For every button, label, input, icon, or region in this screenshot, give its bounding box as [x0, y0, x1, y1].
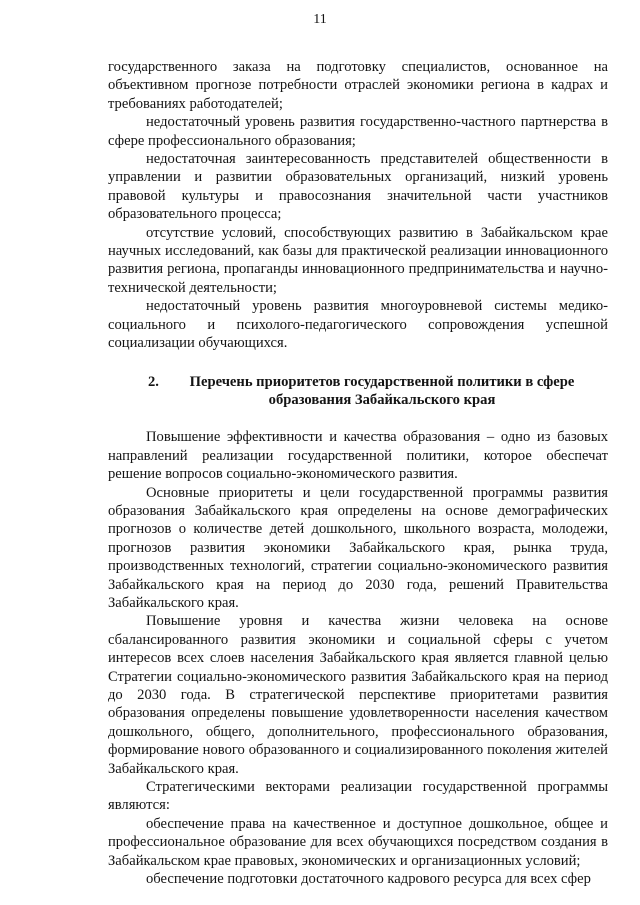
paragraph: недостаточная заинтересованность представителей общественности в управлении и развитии образовательных организаций, низкий уровень правовой культуры и правосознания значительной части участников образовательного процесса; — [108, 151, 608, 223]
section-number: 2. — [148, 373, 159, 390]
paragraph: недостаточный уровень развития многоуровневой системы медико-социального и психолого-педагогического сопровождения успешной социализации обучающихся. — [108, 298, 608, 352]
paragraph: Повышение уровня и качества жизни человека на основе сбалансированного развития экономики и социальной сферы с учетом интересов всех слоев населения Забайкальского края является главной целью Стратегии социально-экономического развития Забайкальского края на период до 2030 года. В стратегической перспективе приоритетами развития образования определены повышение удовлетворенности населения качеством дошкольного, общего, дополнительного, профессионального образования, формирование нового образованного и социализированного поколения жителей Забайкальского края. — [108, 613, 608, 777]
section-heading — [108, 373, 608, 410]
paragraphs-before-section — [108, 58, 608, 353]
document-body — [108, 58, 608, 888]
paragraph: государственного заказа на подготовку специалистов, основанное на объективном прогнозе потребности отраслей экономики региона в кадрах и требованиях работодателей; — [108, 59, 608, 112]
section-title: Перечень приоритетов государственной политики в сфере образования Забайкальского края — [189, 373, 575, 408]
paragraph: недостаточный уровень развития государственно-частного партнерства в сфере профессионального образования; — [108, 114, 608, 149]
paragraph: Стратегическими векторами реализации государственной программы являются: — [108, 779, 608, 814]
paragraph: отсутствие условий, способствующих развитию в Забайкальском крае научных исследований, как базы для практической реализации инновационного развития региона, пропаганды инновационного предпринимательства и научно-технической деятельности; — [108, 224, 608, 296]
page-number: 11 — [313, 12, 327, 27]
paragraph: обеспечение права на качественное и доступное дошкольное, общее и профессиональное образование для всех обучающихся посредством создания в Забайкальском крае правовых, экономических и организационных условий; — [108, 815, 608, 869]
paragraph: обеспечение подготовки достаточного кадрового ресурса для всех сфер — [146, 871, 591, 888]
paragraphs-after-section — [108, 428, 608, 888]
paragraph: Основные приоритеты и цели государственной программы развития образования Забайкальского края определены на основе демографических прогнозов о количестве детей дошкольного, школьного возраста, молодежи, прогнозов развития экономики Забайкальского края, рынка труда, производственных технологий, стратегии социально-экономического развития Забайкальского края на период до 2030 года, решений Правительства Забайкальского края. — [108, 484, 608, 611]
paragraph: Повышение эффективности и качества образования – одно из базовых направлений реализации государственной политики, которое обеспечат решение вопросов социально-экономического развития. — [108, 429, 608, 483]
